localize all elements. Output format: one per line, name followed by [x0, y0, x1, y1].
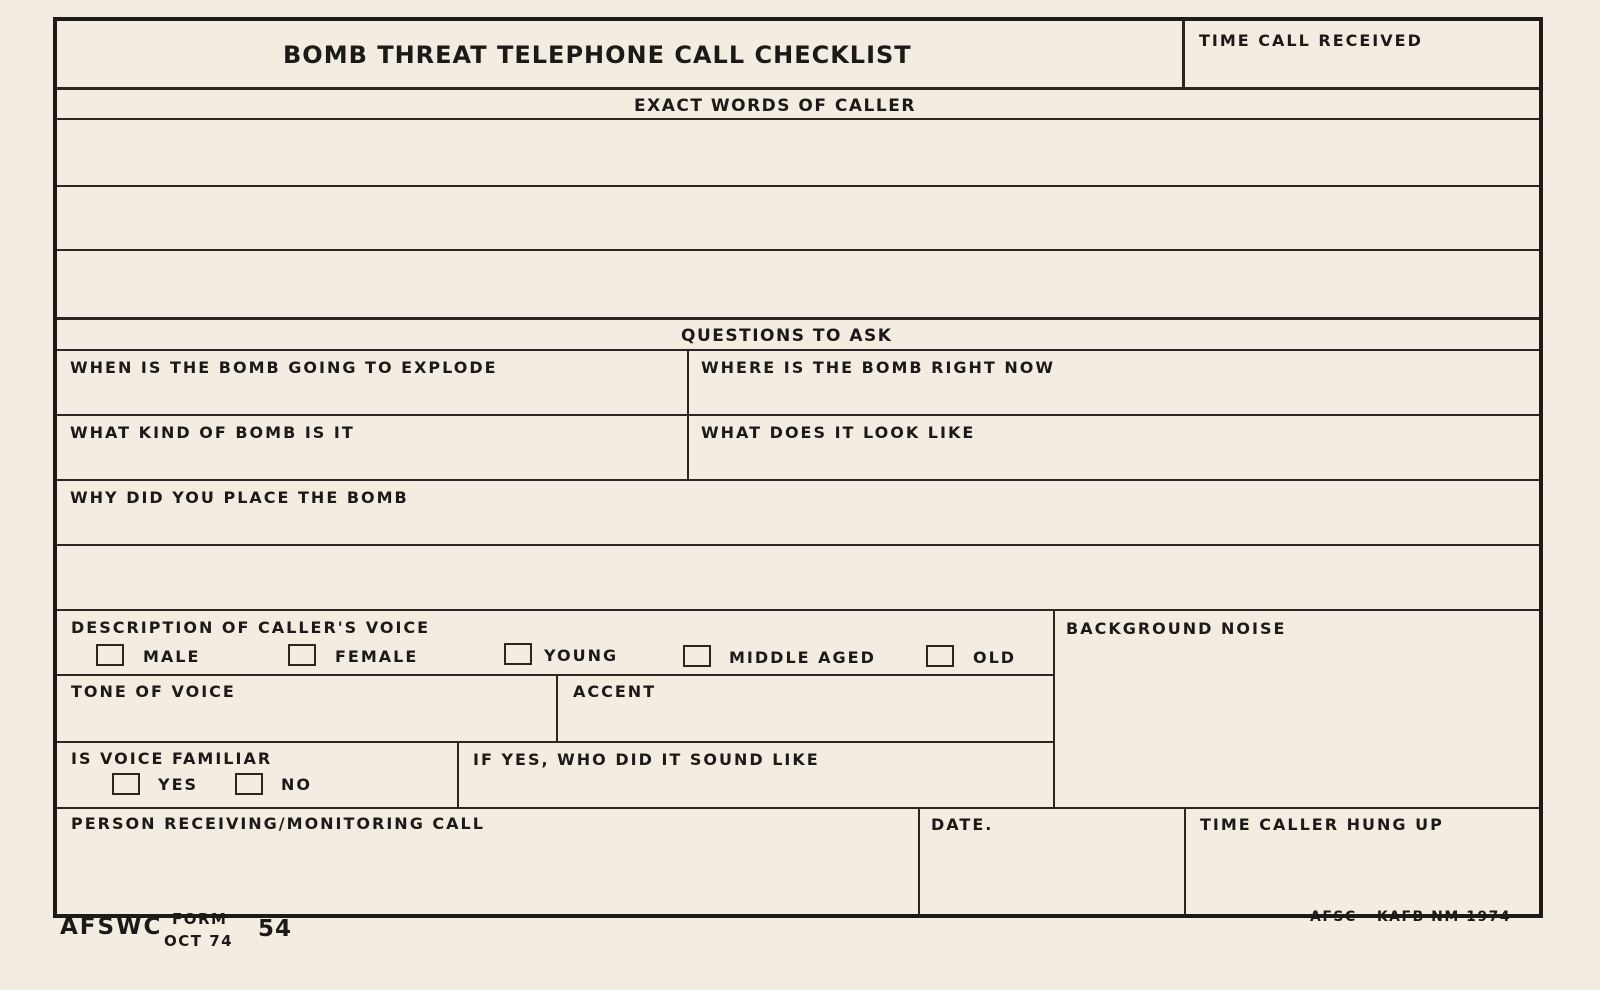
form-title: BOMB THREAT TELEPHONE CALL CHECKLIST	[283, 41, 912, 69]
question-why-place[interactable]: WHY DID YOU PLACE THE BOMB	[70, 488, 409, 507]
date-divider	[918, 807, 920, 914]
question-look-like[interactable]: WHAT DOES IT LOOK LIKE	[701, 423, 976, 442]
male-label: MALE	[143, 647, 201, 666]
questions-header: QUESTIONS TO ASK	[681, 326, 893, 346]
voice-description-label: DESCRIPTION OF CALLER'S VOICE	[71, 618, 431, 637]
background-noise-divider	[1053, 609, 1055, 807]
old-label: OLD	[973, 648, 1017, 667]
tone-bottom-rule	[57, 741, 1053, 743]
title-bottom-rule	[57, 87, 1539, 90]
questions-header-rule	[57, 349, 1539, 351]
exact-words-header: EXACT WORDS OF CALLER	[634, 96, 916, 116]
male-checkbox[interactable]	[96, 644, 124, 666]
footer-org: AFSWC	[60, 914, 163, 940]
familiar-no-label: NO	[281, 775, 312, 794]
time-hung-up-label[interactable]: TIME CALLER HUNG UP	[1200, 815, 1444, 834]
footer-printer: AFSC - KAFB NM 1974	[1310, 909, 1512, 925]
female-label: FEMALE	[335, 647, 419, 666]
voice-familiar-label: IS VOICE FAMILIAR	[71, 749, 273, 768]
who-sound-like-label[interactable]: IF YES, WHO DID IT SOUND LIKE	[473, 750, 820, 769]
title-divider	[1182, 21, 1185, 87]
questions-row-rule-3	[57, 544, 1539, 546]
exact-words-line-1[interactable]	[57, 185, 1539, 187]
young-label: YOUNG	[544, 646, 619, 665]
female-checkbox[interactable]	[288, 644, 316, 666]
question-where-now[interactable]: WHERE IS THE BOMB RIGHT NOW	[701, 358, 1056, 377]
tone-accent-divider	[556, 674, 558, 741]
background-noise-label: BACKGROUND NOISE	[1066, 619, 1287, 638]
exact-words-header-rule	[57, 118, 1539, 120]
voice-bottom-rule	[57, 674, 1053, 676]
exact-words-bottom-rule	[57, 317, 1539, 320]
questions-bottom-rule	[57, 609, 1539, 611]
date-label[interactable]: DATE.	[931, 815, 994, 834]
footer-form-date: OCT 74	[164, 932, 234, 950]
middle-aged-label: MIDDLE AGED	[729, 648, 876, 667]
footer-form-word: FORM	[172, 910, 228, 928]
question-when-explode[interactable]: WHEN IS THE BOMB GOING TO EXPLODE	[70, 358, 498, 377]
hung-up-divider	[1184, 807, 1186, 914]
time-call-received-label: TIME CALL RECEIVED	[1199, 31, 1423, 50]
young-checkbox[interactable]	[504, 643, 532, 665]
middle-aged-checkbox[interactable]	[683, 645, 711, 667]
bomb-threat-form	[53, 17, 1543, 918]
tone-of-voice-label[interactable]: TONE OF VOICE	[71, 682, 236, 701]
questions-row-rule-2	[57, 479, 1539, 481]
familiar-bottom-rule	[57, 807, 1539, 809]
old-checkbox[interactable]	[926, 645, 954, 667]
accent-label[interactable]: ACCENT	[573, 682, 657, 701]
familiar-no-checkbox[interactable]	[235, 773, 263, 795]
familiar-yes-checkbox[interactable]	[112, 773, 140, 795]
questions-row-rule-1	[57, 414, 1539, 416]
footer-form-number: 54	[258, 916, 293, 942]
exact-words-line-2[interactable]	[57, 249, 1539, 251]
question-kind-of-bomb[interactable]: WHAT KIND OF BOMB IS IT	[70, 423, 355, 442]
familiar-yes-label: YES	[158, 775, 199, 794]
person-receiving-label[interactable]: PERSON RECEIVING/MONITORING CALL	[71, 814, 485, 833]
familiar-divider	[457, 741, 459, 807]
